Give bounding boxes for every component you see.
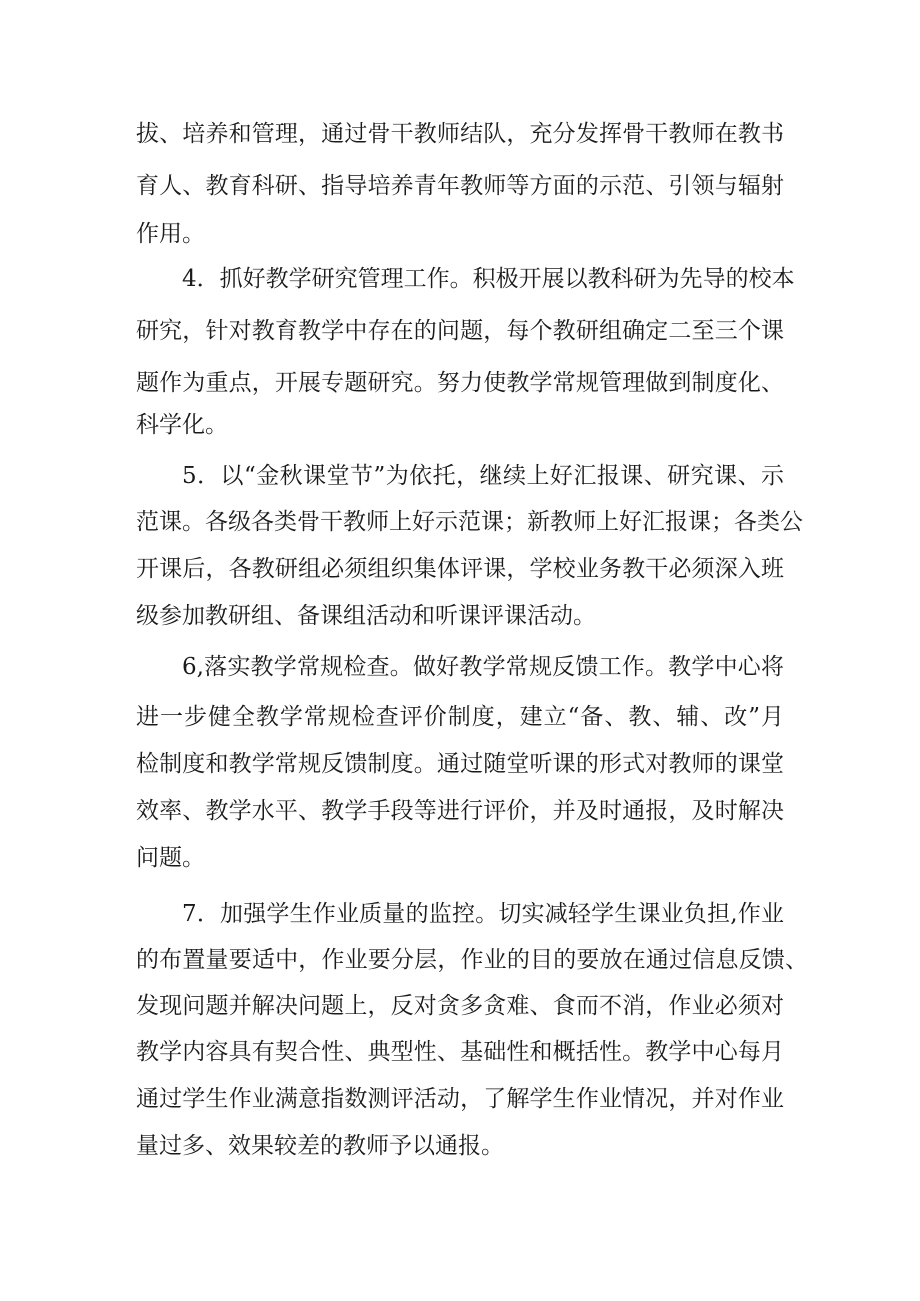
text-line: 发现问题并解决问题上，反对贪多贪难、食而不消，作业必须对 bbox=[136, 993, 784, 1019]
text-line: 问题。 bbox=[136, 845, 205, 871]
paragraph-first-line: 5．以“金秋课堂节”为依托，继续上好汇报课、研究课、示 bbox=[182, 463, 784, 489]
text-line: 的布置量要适中，作业要分层，作业的目的要放在通过信息反馈、 bbox=[136, 947, 808, 973]
paragraph-first-line: 7．加强学生作业质量的监控。切实减轻学生课业负担,作业 bbox=[182, 901, 784, 927]
text-line: 量过多、效果较差的教师予以通报。 bbox=[136, 1133, 504, 1159]
text-line: 教学内容具有契合性、典型性、基础性和概括性。教学中心每月 bbox=[136, 1039, 784, 1065]
text-line: 育人、教育科研、指导培养青年教师等方面的示范、引领与辐射 bbox=[136, 173, 784, 199]
text-line: 通过学生作业满意指数测评活动，了解学生作业情况，并对作业 bbox=[136, 1086, 784, 1112]
text-line: 题作为重点，开展专题研究。努力使教学常规管理做到制度化、 bbox=[136, 370, 784, 396]
paragraph-first-line: 4．抓好教学研究管理工作。积极开展以教科研为先导的校本 bbox=[182, 266, 795, 292]
text-line: 开课后，各教研组必须组织集体评课，学校业务教干必须深入班 bbox=[136, 556, 784, 582]
text-line: 级参加教研组、备课组活动和听课评课活动。 bbox=[136, 603, 596, 629]
text-line: 范课。各级各类骨干教师上好示范课；新教师上好汇报课；各类公 bbox=[136, 509, 803, 535]
paragraph-first-line: 6,落实教学常规检查。做好教学常规反馈工作。教学中心将 bbox=[182, 654, 784, 680]
text-line: 科学化。 bbox=[136, 412, 228, 438]
text-line: 进一步健全教学常规检查评价制度，建立“备、教、辅、改”月 bbox=[136, 704, 784, 730]
text-line: 效率、教学水平、教学手段等进行评价，并及时通报，及时解决 bbox=[136, 798, 784, 824]
text-line: 研究，针对教育教学中存在的问题，每个教研组确定二至三个课 bbox=[136, 318, 784, 344]
text-line: 检制度和教学常规反馈制度。通过随堂听课的形式对教师的课堂 bbox=[136, 751, 784, 777]
text-line: 作用。 bbox=[136, 221, 205, 247]
text-line: 拔、培养和管理，通过骨干教师结队，充分发挥骨干教师在教书 bbox=[136, 121, 784, 147]
